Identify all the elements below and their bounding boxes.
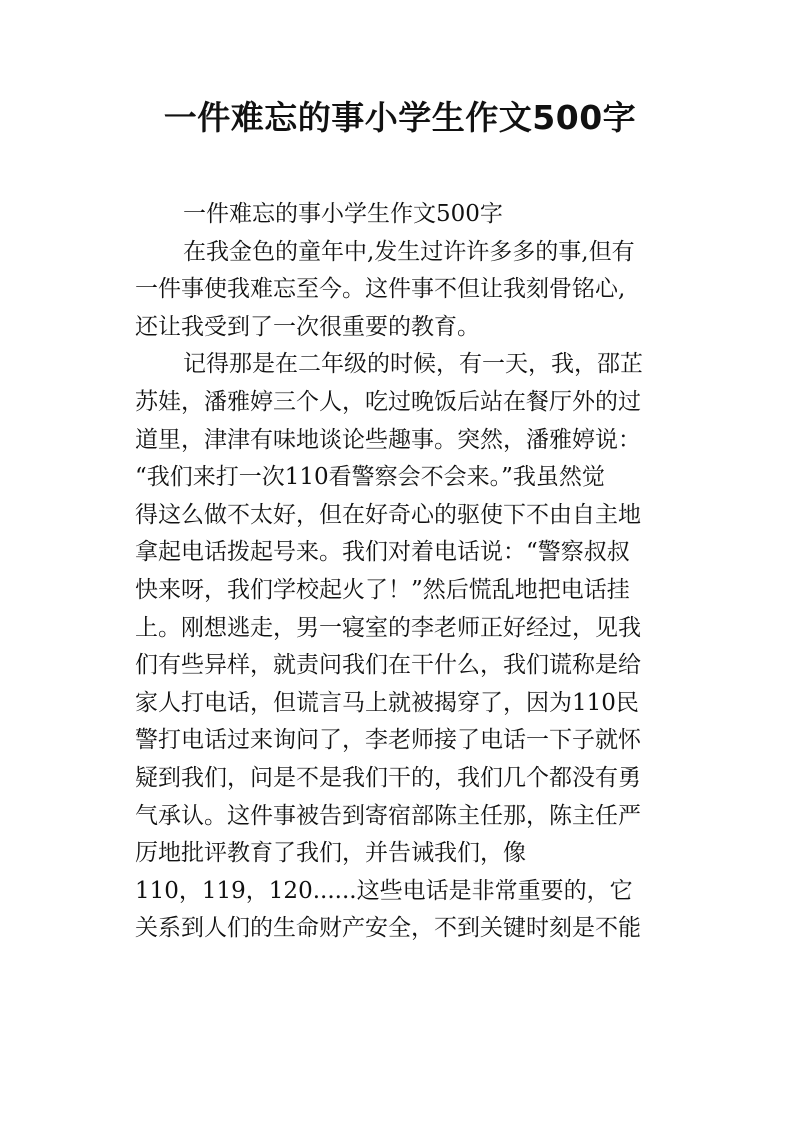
body-line: 警打电话过来询问了，李老师接了电话一下子就怀 <box>135 727 641 754</box>
body-line: 上。刚想逃走，男一寝室的李老师正好经过，见我 <box>135 614 641 641</box>
body-line: 气承认。这件事被告到寄宿部陈主任那，陈主任严 <box>135 802 641 829</box>
document-title: 一件难忘的事小学生作文500字 <box>163 98 637 137</box>
document-body <box>135 196 665 948</box>
body-line: 在我金色的童年中,发生过许许多多的事,但有 <box>183 238 635 265</box>
body-line: 苏娃，潘雅婷三个人，吃过晚饭后站在餐厅外的过 <box>135 388 641 415</box>
body-line: 还让我受到了一次很重要的教育。 <box>135 313 480 340</box>
body-line: 厉地批评教育了我们，并告诫我们，像 <box>135 840 526 867</box>
body-line: “我们来打一次110看警察会不会来。”我虽然觉 <box>135 464 605 491</box>
body-line: 道里，津津有味地谈论些趣事。突然，潘雅婷说： <box>135 426 641 453</box>
body-line: 快来呀，我们学校起火了！”然后慌乱地把电话挂 <box>135 576 630 603</box>
body-line: 家人打电话，但谎言马上就被揭穿了，因为110民 <box>135 689 639 716</box>
body-line: 们有些异样，就责问我们在干什么，我们谎称是给 <box>135 652 641 679</box>
body-line: 110，119，120......这些电话是非常重要的，它 <box>135 877 633 904</box>
body-line: 记得那是在二年级的时候，有一天，我，邵芷 <box>183 351 643 378</box>
body-line: 关系到人们的生命财产安全，不到关键时刻是不能 <box>135 915 641 942</box>
body-line: 拿起电话拨起号来。我们对着电话说：“警察叔叔 <box>135 539 630 566</box>
body-line: 疑到我们，问是不是我们干的，我们几个都没有勇 <box>135 764 641 791</box>
body-line: 一件事使我难忘至今。这件事不但让我刻骨铭心, <box>135 276 626 303</box>
body-line: 一件难忘的事小学生作文500字 <box>183 201 503 227</box>
body-line: 得这么做不太好，但在好奇心的驱使下不由自主地 <box>135 501 641 528</box>
